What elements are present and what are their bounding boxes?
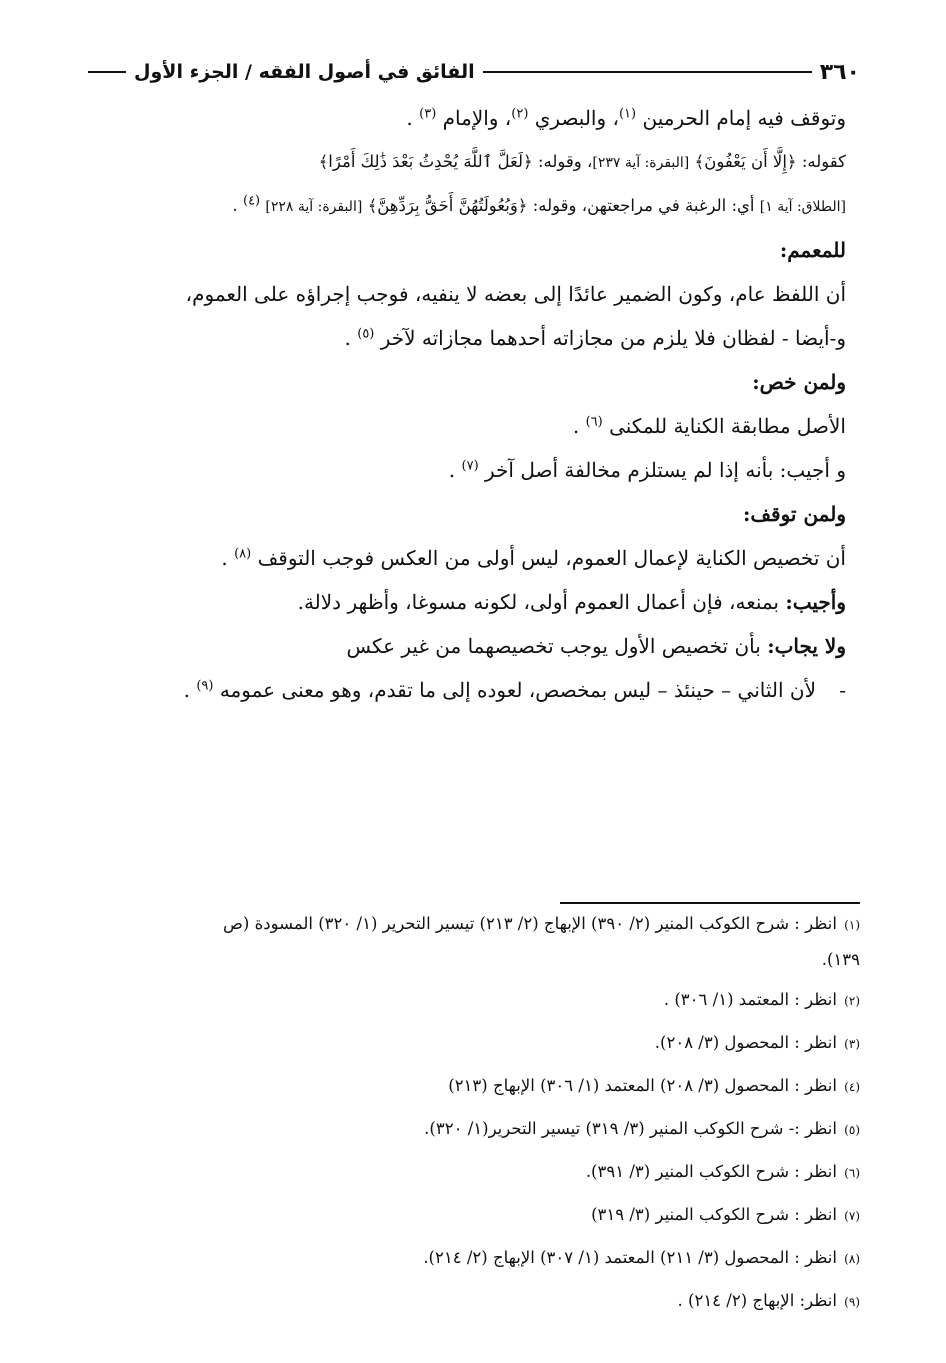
footnote-text: انظر : المحصول (٣/ ٢١١) المعتمد (١/ ٣٠٧) الإبهاج (٢/ ٢١٤). [423, 1248, 837, 1267]
text-run: . [183, 678, 190, 702]
footnote-text: انظر : شرح الكوكب المنير (٣/ ٣٩١). [585, 1162, 837, 1181]
footnote-text: انظر : المحصول (٣/ ٢٠٨) المعتمد (١/ ٣٠٦) الإبهاج (٢١٣) [448, 1076, 837, 1095]
footnote-number: (٤) [844, 1080, 860, 1094]
text-run: . [344, 326, 351, 350]
text-run: ، والإمام [442, 106, 512, 130]
text-line-14 [86, 668, 846, 712]
text-line-5: أن اللفظ عام، وكون الضمير عائدًا إلى بعضه لا ينفيه، فوجب إجراؤه على العموم، [185, 282, 846, 306]
text-run: بأن تخصيص الأول يوجب تخصيصهما من غير عكس [346, 634, 761, 658]
footnote-6 [70, 1150, 860, 1193]
text-line-3 [86, 184, 846, 228]
footnote-text: انظر : المعتمد (١/ ٣٠٦) . [663, 990, 837, 1009]
footnotes [70, 906, 860, 1322]
section-heading: للمعمم: [779, 238, 846, 262]
footnote-number: (١) [844, 918, 860, 932]
footnote-marker: (٤) [242, 193, 261, 209]
footnote-text: انظر: الإبهاج (٢/ ٢١٤) . [677, 1291, 837, 1310]
book-title: الفائق في أصول الفقه / الجزء الأول [134, 61, 475, 83]
text-line-9 [86, 448, 846, 492]
text-run: . [406, 106, 413, 130]
footnote-number: (٣) [844, 1037, 860, 1051]
text-line-12 [86, 580, 846, 624]
quran-verse: ، وقوله: ﴿لَعَلَّ ٱللَّهَ يُحْدِثُ بَعْدَ ذَٰلِكَ أَمْرًا﴾ [318, 152, 593, 171]
text-line-2 [86, 140, 846, 184]
text-line-13 [86, 624, 846, 668]
footnote-4 [70, 1064, 860, 1107]
text-run: وتوقف فيه إمام الحرمين [642, 106, 846, 130]
footnote-1 [70, 906, 860, 942]
text-run: بمنعه، فإن أعمال العموم أولى، لكونه مسوغا، وأظهر دلالة. [297, 590, 779, 614]
footnote-text: انظر : شرح الكوكب المنير (٢/ ٣٩٠) الإبهاج (٢/ ٢١٣) تيسير التحرير (١/ ٣٢٠) المسودة (ص [222, 914, 837, 933]
footnote-marker: (٦) [585, 414, 603, 430]
footnote-marker: (١) [618, 106, 637, 122]
text-run: ، والبصري [534, 106, 619, 130]
page-number: ٣٦٠ [819, 59, 860, 85]
text-run: . [221, 546, 228, 570]
page-header [88, 52, 860, 92]
footnote-text: ١٣٩). [821, 950, 860, 969]
footnote-number: (٩) [844, 1295, 860, 1309]
bullet-dash: - [839, 678, 846, 702]
verse-reference: [البقرة: آية ٢٣٧] [592, 155, 690, 171]
text-run: . [232, 196, 238, 215]
footnote-7 [70, 1193, 860, 1236]
quran-verse: كقوله: ﴿إِلَّا أَن يَعْفُونَ﴾ [694, 152, 846, 171]
label-bold: وأجيب: [785, 590, 846, 614]
footnote-text: انظر :- شرح الكوكب المنير (٣/ ٣١٩) تيسير التحرير(١/ ٣٢٠). [424, 1119, 837, 1138]
footnote-number: (٧) [844, 1209, 860, 1223]
text-run: أن تخصيص الكناية لإعمال العموم، ليس أولى من العكس فوجب التوقف [257, 546, 846, 570]
footnote-1-continued [70, 942, 860, 978]
footnote-marker: (٣) [419, 106, 437, 122]
footnote-separator [560, 902, 860, 904]
footnote-number: (٥) [844, 1123, 860, 1137]
main-text [86, 96, 846, 712]
footnote-number: (٢) [844, 994, 860, 1008]
footnote-marker: (٥) [357, 326, 375, 342]
quran-verse: أي: الرغبة في مراجعتهن، وقوله: ﴿وَبُعُولَتُهُنَّ أَحَقُّ بِرَدِّهِنَّ﴾ [367, 196, 755, 215]
footnote-marker: (٢) [511, 106, 529, 122]
header-rule [483, 71, 812, 73]
text-run: الأصل مطابقة الكناية للمكنى [609, 414, 846, 438]
text-line-11 [86, 536, 846, 580]
verse-reference: [الطلاق: آية ١] [759, 199, 846, 215]
text-line-8 [86, 404, 846, 448]
text-run: و-أيضا - لفظان فلا يلزم من مجازاته أحدهما مجازاته لآخر [380, 326, 846, 350]
footnote-8 [70, 1236, 860, 1279]
footnote-marker: (٨) [234, 546, 252, 562]
section-heading: ولمن توقف: [742, 502, 846, 526]
text-line-6 [86, 316, 846, 360]
header-dash [88, 71, 126, 73]
label-bold: ولا يجاب: [767, 634, 846, 658]
footnote-number: (٨) [844, 1252, 860, 1266]
text-run: و أجيب: بأنه إذا لم يستلزم مخالفة أصل آخر [485, 458, 846, 482]
text-run: . [572, 414, 580, 438]
footnote-2 [70, 978, 860, 1021]
text-line-1 [86, 96, 846, 140]
footnote-text: انظر : شرح الكوكب المنير (٣/ ٣١٩) [591, 1205, 837, 1224]
footnote-marker: (٩) [196, 678, 214, 694]
footnote-3 [70, 1021, 860, 1064]
text-run: . [448, 458, 456, 482]
footnote-text: انظر : المحصول (٣/ ٢٠٨). [654, 1033, 837, 1052]
footnote-marker: (٧) [461, 458, 479, 474]
text-run: لأن الثاني – حينئذ – ليس بمخصص، لعوده إلى ما تقدم، وهو معنى عمومه [219, 678, 816, 702]
verse-reference: [البقرة: آية ٢٢٨] [265, 199, 363, 215]
section-heading: ولمن خص: [752, 370, 846, 394]
footnote-9 [70, 1279, 860, 1322]
footnote-number: (٦) [844, 1166, 860, 1180]
footnote-5 [70, 1107, 860, 1150]
